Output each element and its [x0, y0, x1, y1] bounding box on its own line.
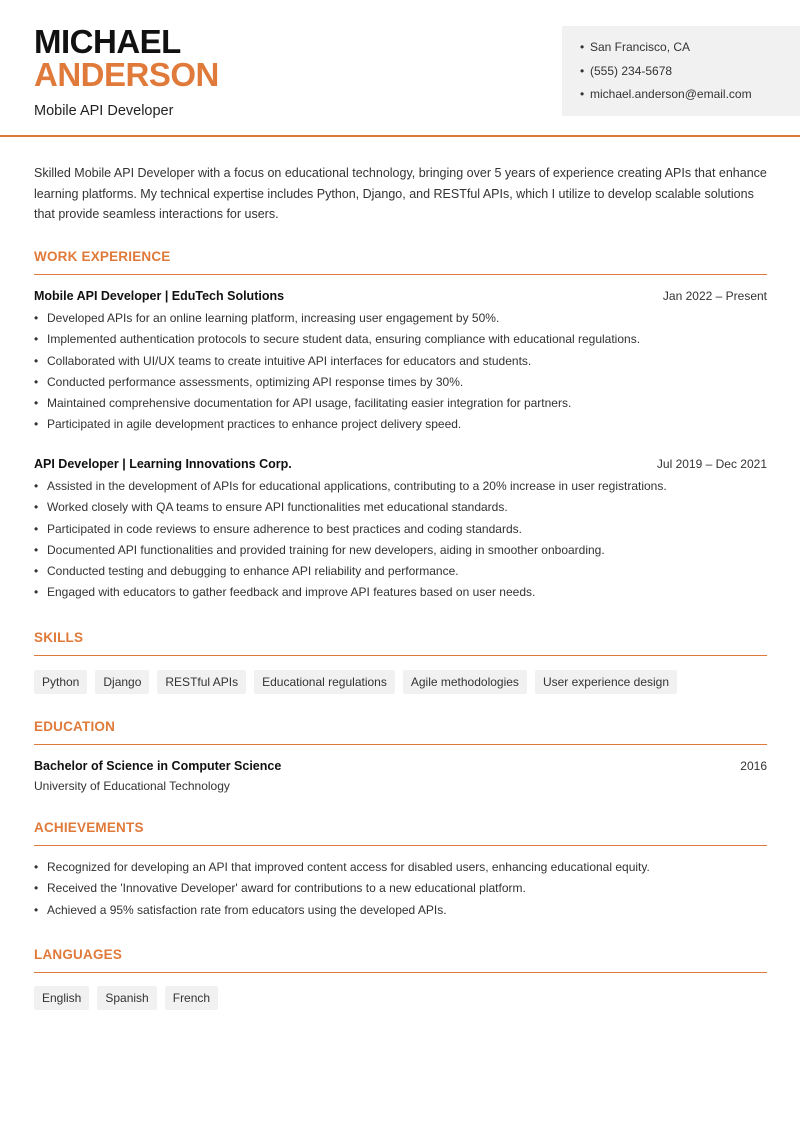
name-block	[34, 23, 219, 119]
language-tag: French	[165, 986, 218, 1010]
summary: Skilled Mobile API Developer with a focus on educational technology, bringing over 5 years of experience creating APIs that enhance learning platforms. My technical expertise includes Python, Django, and RESTful APIs, which I utilize to develop scalable solutions that provide seamless interactions for users.	[34, 166, 767, 221]
education-degree: Bachelor of Science in Computer Science	[34, 759, 282, 773]
section-title-education: EDUCATION	[34, 719, 116, 734]
list-item: • Conducted testing and debugging to enhance API reliability and performance.	[34, 564, 459, 579]
skill-tag: Agile methodologies	[403, 670, 527, 694]
bullet-icon: •	[580, 63, 585, 78]
list-item: • Collaborated with UI/UX teams to create intuitive API interfaces for educators and students.	[34, 353, 532, 368]
list-item: • Engaged with educators to gather feedback and improve API features based on user needs.	[34, 585, 536, 600]
bullet-icon: •	[580, 40, 585, 54]
education-section	[34, 719, 767, 745]
list-item: • Participated in agile development practices to enhance project delivery speed.	[34, 417, 462, 432]
work-experience-section	[34, 249, 767, 275]
section-divider	[34, 274, 767, 275]
contact-phone-text: (555) 234-5678	[590, 63, 673, 78]
last-name: ANDERSON	[34, 56, 219, 93]
skills-section	[34, 630, 767, 656]
skill-tag: Python	[34, 670, 87, 694]
first-name: MICHAEL	[34, 23, 181, 60]
list-item: • Documented API functionalities and provided training for new developers, aiding in smoother onboarding.	[34, 542, 605, 557]
contact-phone	[580, 64, 800, 88]
education-school: University of Educational Technology	[34, 779, 230, 793]
list-item: • Conducted performance assessments, optimizing API response times by 30%.	[34, 374, 464, 389]
skill-tag: User experience design	[535, 670, 677, 694]
achievements-list	[34, 857, 767, 921]
bullet-icon: •	[580, 87, 585, 101]
job-entry	[34, 457, 767, 604]
section-title-work: WORK EXPERIENCE	[34, 249, 171, 264]
section-title-skills: SKILLS	[34, 630, 84, 645]
job-header	[34, 289, 767, 303]
resume-header	[0, 0, 800, 137]
section-divider	[34, 655, 767, 656]
languages-section	[34, 947, 767, 973]
job-role: Mobile API Developer | EduTech Solutions	[34, 289, 285, 303]
job-bullets	[34, 476, 767, 604]
section-divider	[34, 744, 767, 745]
job-bullets	[34, 308, 767, 436]
contact-email	[580, 87, 800, 111]
skill-tag: RESTful APIs	[157, 670, 246, 694]
languages-tags	[34, 986, 767, 1010]
list-item: • Developed APIs for an online learning platform, increasing user engagement by 50%.	[34, 311, 500, 325]
contact-box	[562, 26, 800, 116]
job-dates: Jan 2022 – Present	[662, 289, 767, 303]
achievements-section	[34, 820, 767, 846]
job-title: Mobile API Developer	[34, 103, 174, 119]
list-item: • Achieved a 95% satisfaction rate from educators using the developed APIs.	[34, 902, 447, 917]
education-header	[34, 759, 767, 773]
list-item: • Participated in code reviews to ensure adherence to best practices and coding standards.	[34, 521, 522, 536]
job-role: API Developer | Learning Innovations Corp.	[34, 457, 292, 471]
language-tag: English	[34, 986, 89, 1010]
section-divider	[34, 972, 767, 973]
section-divider	[34, 845, 767, 846]
skill-tag: Django	[95, 670, 149, 694]
list-item: • Recognized for developing an API that improved content access for disabled users, enhancing educational equity.	[34, 860, 650, 874]
list-item: • Assisted in the development of APIs for educational applications, contributing to a 20% increase in user registrations.	[34, 479, 667, 493]
job-dates: Jul 2019 – Dec 2021	[656, 457, 767, 471]
section-title-achievements: ACHIEVEMENTS	[34, 820, 144, 835]
education-year: 2016	[740, 759, 767, 773]
contact-email-text: michael.anderson@email.com	[590, 87, 752, 101]
contact-location-text: San Francisco, CA	[590, 40, 691, 54]
job-header	[34, 457, 767, 471]
list-item: • Implemented authentication protocols to secure student data, ensuring compliance with educational regulations.	[34, 332, 641, 347]
language-tag: Spanish	[97, 986, 156, 1010]
contact-location	[580, 40, 800, 64]
section-title-languages: LANGUAGES	[34, 947, 123, 962]
list-item: • Worked closely with QA teams to ensure API functionalities met educational standards.	[34, 500, 508, 515]
skill-tag: Educational regulations	[254, 670, 395, 694]
job-entry	[34, 289, 767, 436]
list-item: • Maintained comprehensive documentation for API usage, facilitating easier integration for partners.	[34, 396, 572, 411]
list-item: • Received the 'Innovative Developer' award for contributions to a new educational platform.	[34, 881, 526, 896]
skills-tags	[34, 670, 767, 694]
education-entry	[34, 759, 767, 793]
